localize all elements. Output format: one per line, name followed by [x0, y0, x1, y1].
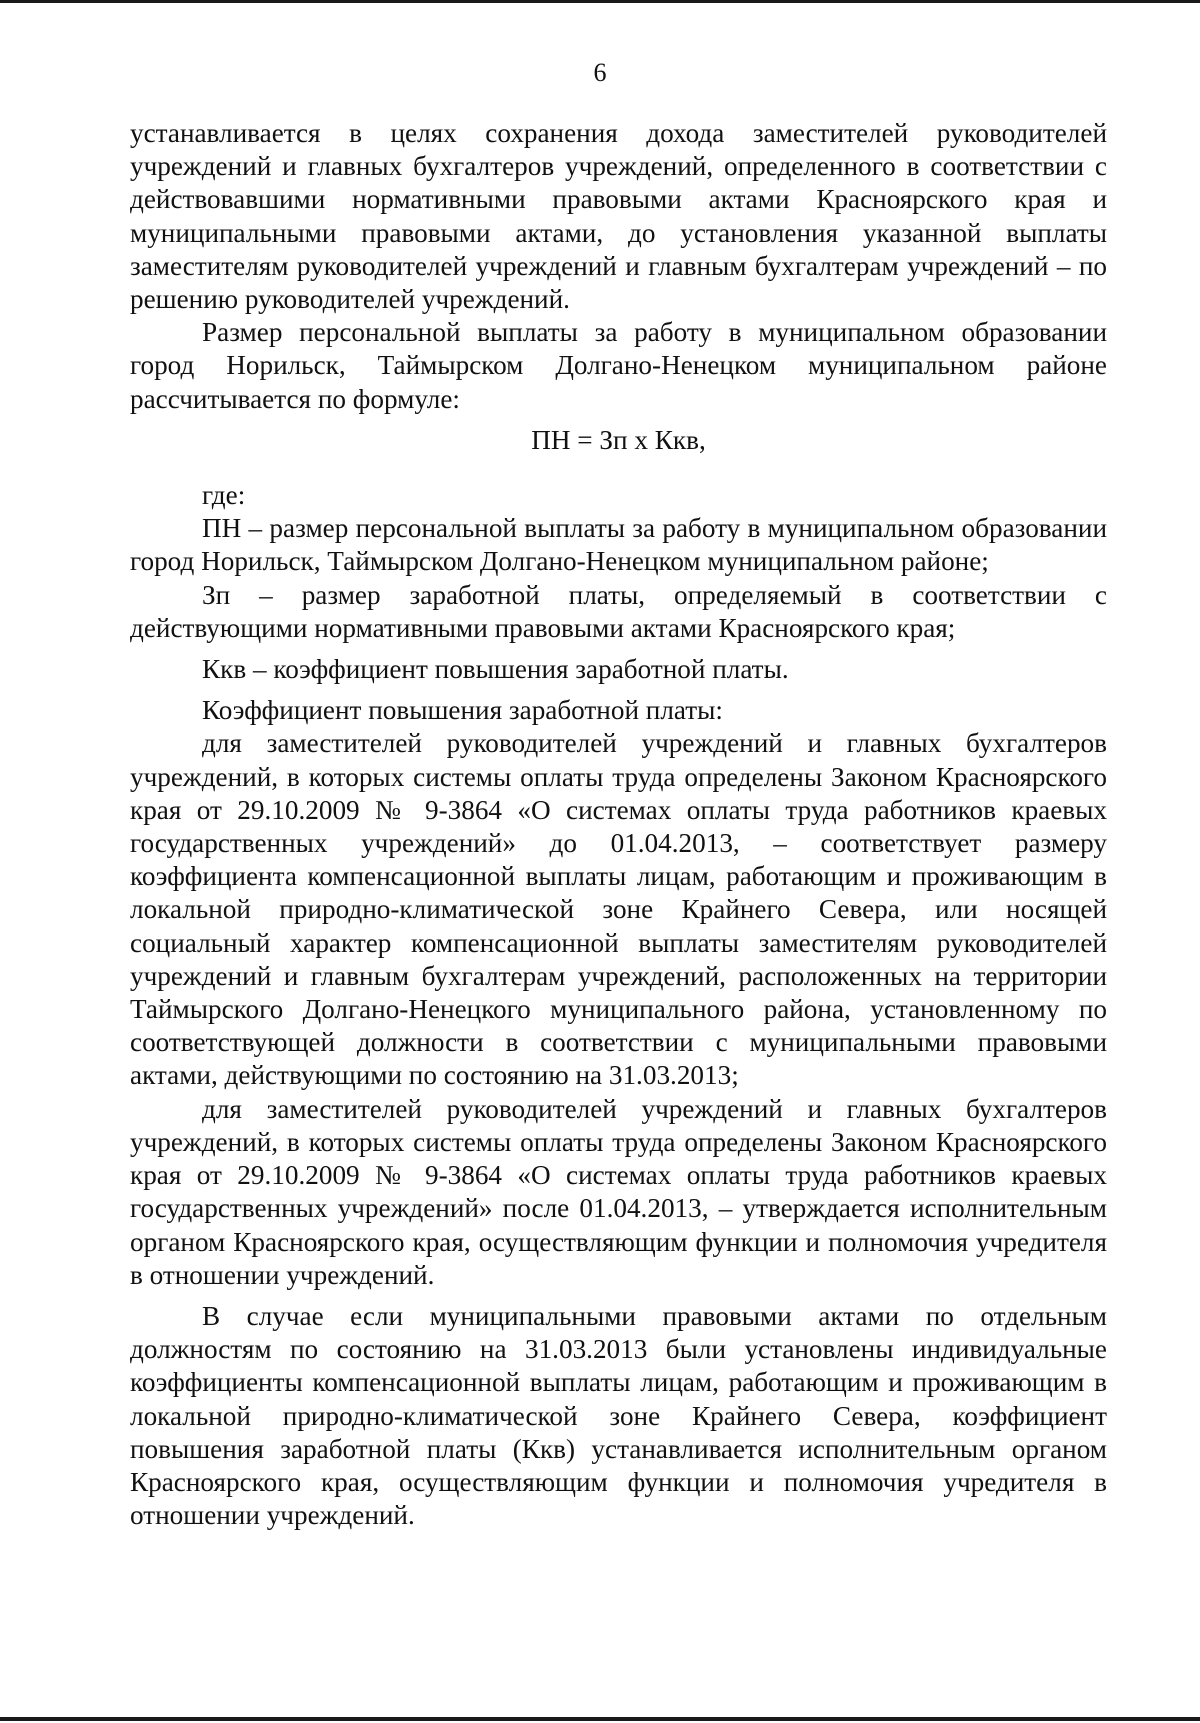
formula: ПН = Зп х Ккв, — [531, 424, 706, 455]
page-number: 6 — [593, 58, 607, 87]
definition-pn: ПН – размер персональной выплаты за работу в муниципальном образовании город Норильск, Таймырском Долгано-Ненецком муниципальном районе; — [130, 513, 1107, 577]
definition-kkv: Ккв – коэффициент повышения заработной платы. — [202, 654, 789, 685]
coefficient-before-2013: для заместителей руководителей учреждений и главных бухгалтеров учреждений, в которых системы оплаты труда определены Законом Красноярского края от 29.10.2009 № 9-3864 «О системах оплаты труда работников краевых государственных учреждений» до 01.04.2013, – соответствует размеру коэффициента компенсационной выплаты лицам, работающим и проживающим в локальной природно-климатической зоне Крайнего Севера, или носящей социальный характер компенсационной выплаты заместителям руководителей учреждений и главным бухгалтерам учреждений, расположенных на территории Таймырского Долгано-Ненецкого муниципального района, установленному по соответствующей должности в соответствии с муниципальными правовыми актами, действующими по состоянию на 31.03.2013; — [130, 728, 1107, 1091]
document-body — [130, 117, 1107, 1532]
scan-edge-bottom — [0, 1717, 1200, 1721]
scan-edge-top — [0, 0, 1200, 3]
paragraph-formula-intro: Размер персональной выплаты за работу в муниципальном образовании город Норильск, Таймырском Долгано-Ненецком муниципальном районе рассчитывается по формуле: — [130, 317, 1107, 414]
coefficient-after-2013: для заместителей руководителей учреждений и главных бухгалтеров учреждений, в которых системы оплаты труда определены Законом Красноярского края от 29.10.2009 № 9-3864 «О системах оплаты труда работников краевых государственных учреждений» после 01.04.2013, – утверждается исполнительным органом Красноярского края, осуществляющим функции и полномочия учредителя в отношении учреждений. — [130, 1093, 1107, 1290]
definition-zp: Зп – размер заработной платы, определяемый в соответствии с действующими нормативными правовыми актами Красноярского края; — [130, 579, 1107, 643]
coefficient-heading: Коэффициент повышения заработной платы: — [202, 695, 723, 726]
individual-coefficient-case: В случае если муниципальными правовыми актами по отдельным должностям по состоянию на 31.03.2013 были установлены индивидуальные коэффициенты компенсационной выплаты лицам, работающим и проживающим в локальной природно-климатической зоне Крайнего Севера, коэффициент повышения заработной платы (Ккв) устанавливается исполнительным органом Красноярского края, осуществляющим функции и полномочия учредителя в отношении учреждений. — [130, 1300, 1107, 1531]
paragraph-where: где: — [202, 480, 246, 511]
paragraph-continuation: устанавливается в целях сохранения дохода заместителей руководителей учреждений и главных бухгалтеров учреждений, определенного в соответствии с действовавшими нормативными правовыми актами Красноярского края и муниципальными правовыми актами, до установления указанной выплаты заместителям руководителей учреждений и главным бухгалтерам учреждений – по решению руководителей учреждений. — [130, 118, 1107, 315]
